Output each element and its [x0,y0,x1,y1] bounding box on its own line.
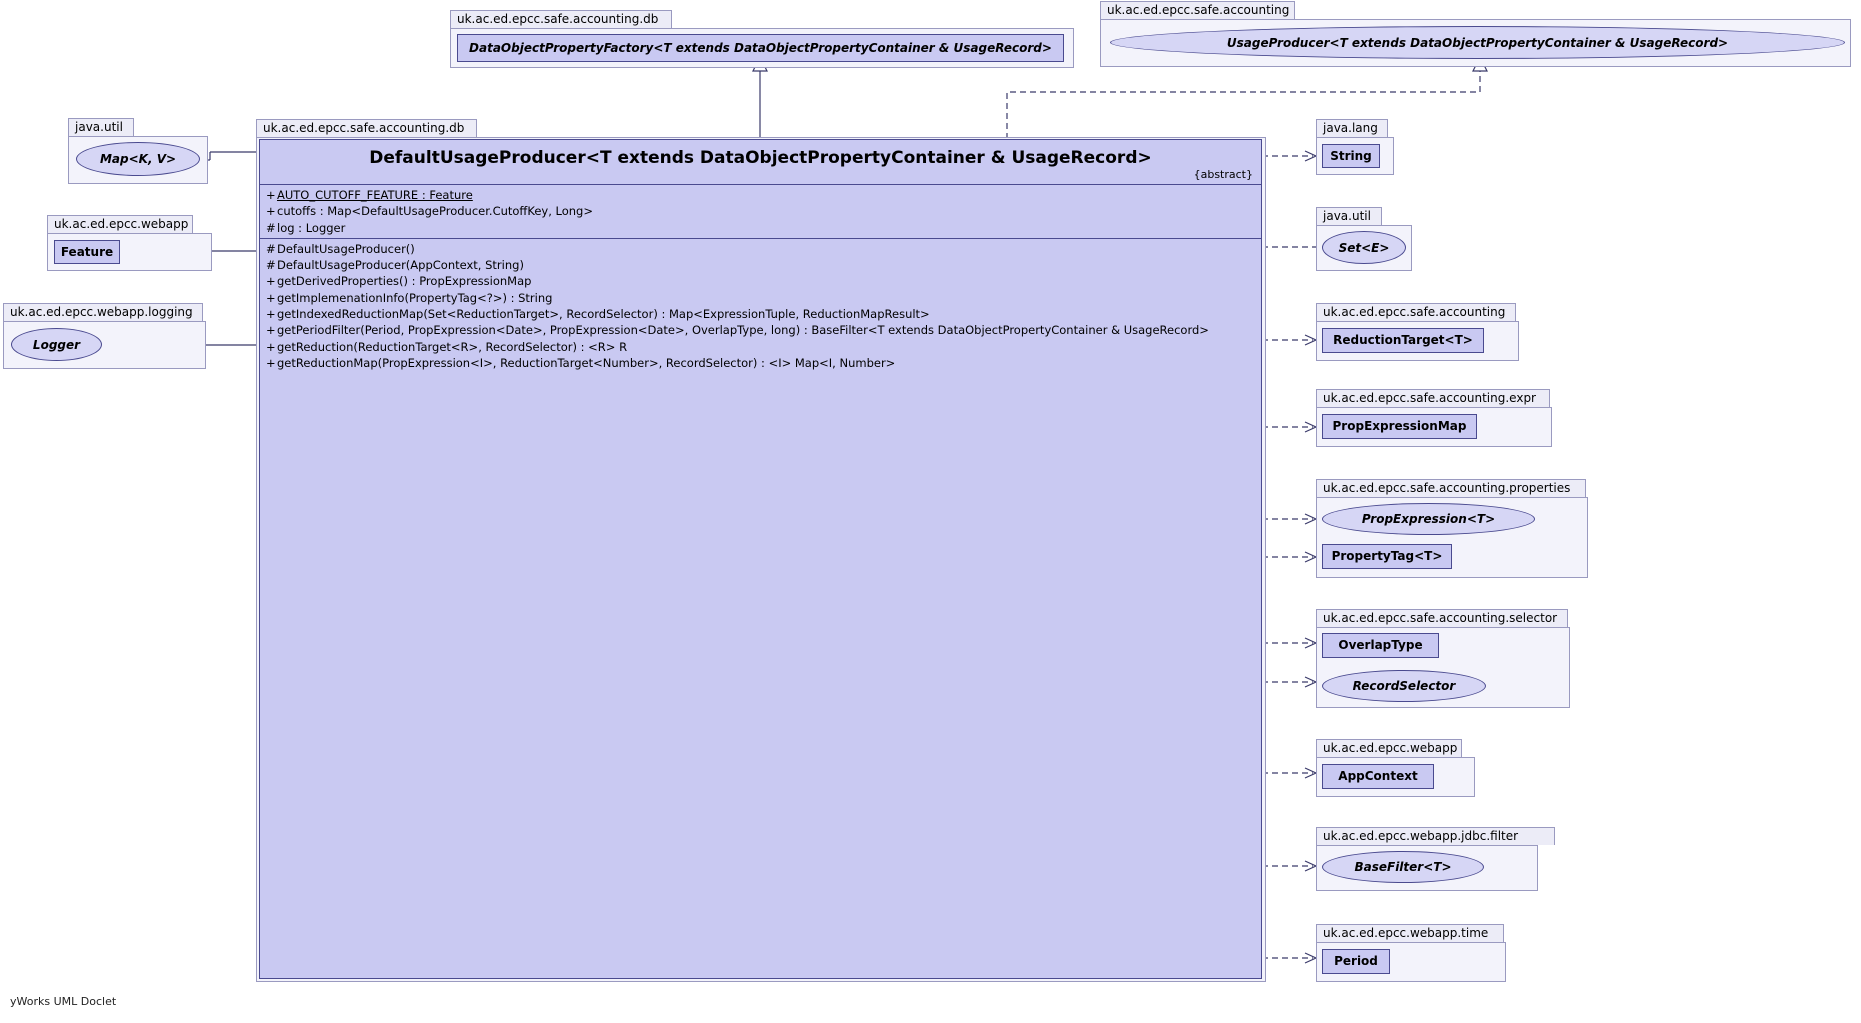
class-label-property-tag: PropertyTag<T> [1331,549,1443,563]
class-prop-expression-map[interactable] [1322,414,1477,439]
operation-row [266,339,1261,355]
operation-text: getDerivedProperties() : PropExpressionMap [277,274,532,289]
package-tab-top-accounting: uk.ac.ed.epcc.safe.accounting [1100,1,1295,19]
attribute-text: AUTO_CUTOFF_FEATURE : Feature [277,188,473,202]
class-label-data-object-property-factory: DataObjectPropertyFactory<T extends DataObjectPropertyContainer & UsageRecord> [469,41,1052,55]
attribute-row [266,203,1261,219]
class-feature[interactable] [54,240,120,264]
interface-usage-producer[interactable] [1110,26,1845,59]
class-set[interactable] [1322,231,1406,264]
package-tab-main: uk.ac.ed.epcc.safe.accounting.db [256,119,477,137]
package-tab-webapp-logging: uk.ac.ed.epcc.webapp.logging [3,303,203,321]
operation-list [260,239,1261,373]
class-logger[interactable] [11,328,102,361]
operation-row [266,306,1261,322]
visibility-marker: # [266,220,276,235]
visibility-marker: + [266,307,276,322]
visibility-marker: + [266,274,276,289]
package-tab-accounting-reduction: uk.ac.ed.epcc.safe.accounting [1316,303,1516,321]
operation-row [266,355,1261,371]
class-base-filter[interactable] [1322,851,1484,883]
class-period[interactable] [1322,949,1390,974]
operation-row [266,273,1261,289]
class-box-data-object-property-factory[interactable] [457,34,1064,62]
package-tab-webapp-appcontext: uk.ac.ed.epcc.webapp [1316,739,1462,757]
class-label-base-filter: BaseFilter<T> [1354,860,1452,874]
operation-text: getPeriodFilter(Period, PropExpression<Date>, PropExpression<Date>, OverlapType, long) : BaseFilter<T extends DataObjectPropertyContainer & UsageRecord> [277,323,1209,338]
visibility-marker: + [266,290,276,305]
class-string[interactable] [1322,144,1380,168]
class-label-reduction-target: ReductionTarget<T> [1333,333,1473,347]
visibility-marker: + [266,323,276,338]
visibility-marker: + [266,204,276,219]
class-box-default-usage-producer[interactable] [259,139,1262,979]
class-header [260,140,1261,184]
package-tab-accounting-expr: uk.ac.ed.epcc.safe.accounting.expr [1316,389,1550,407]
package-tab-java-lang: java.lang [1316,119,1388,137]
operation-row [266,241,1261,257]
attribute-text: log : Logger [277,220,346,235]
operation-text: DefaultUsageProducer(AppContext, String) [277,258,524,273]
package-tab-webapp-feature: uk.ac.ed.epcc.webapp [47,215,193,233]
visibility-marker: # [266,258,276,273]
class-label-prop-expression: PropExpression<T> [1361,512,1496,526]
operation-row [266,257,1261,273]
operation-text: getIndexedReductionMap(Set<ReductionTarget>, RecordSelector) : Map<ExpressionTuple, ReductionMapResult> [277,307,930,322]
class-label-logger: Logger [32,337,81,352]
visibility-marker: + [266,339,276,354]
package-tab-accounting-selector: uk.ac.ed.epcc.safe.accounting.selector [1316,609,1568,627]
package-tab-java-util-set: java.util [1316,207,1382,225]
operation-text: getReduction(ReductionTarget<R>, RecordSelector) : <R> R [277,339,628,354]
visibility-marker: # [266,241,276,256]
class-property-tag[interactable] [1322,544,1452,569]
operation-row [266,290,1261,306]
operation-text: getReductionMap(PropExpression<I>, ReductionTarget<Number>, RecordSelector) : <I> Map<I, Number> [277,355,896,370]
interface-label-usage-producer: UsageProducer<T extends DataObjectPropertyContainer & UsageRecord> [1226,35,1729,50]
package-tab-java-util-map: java.util [68,118,134,136]
package-tab-accounting-properties: uk.ac.ed.epcc.safe.accounting.properties [1316,479,1586,497]
operation-text: getImplemenationInfo(PropertyTag<?>) : String [277,290,553,305]
attribute-list [260,185,1261,238]
class-prop-expression[interactable] [1322,503,1535,535]
class-record-selector[interactable] [1322,670,1486,702]
class-label-overlap-type: OverlapType [1338,638,1423,652]
visibility-marker: + [266,188,276,202]
footer-credit: yWorks UML Doclet [10,995,117,1008]
class-title-default-usage-producer: DefaultUsageProducer<T extends DataObjectPropertyContainer & UsageRecord> [369,148,1152,168]
operation-text: DefaultUsageProducer() [277,241,415,256]
attribute-row [266,220,1261,236]
class-label-prop-expression-map: PropExpressionMap [1332,419,1467,433]
attribute-row [266,187,1261,203]
package-tab-webapp-time: uk.ac.ed.epcc.webapp.time [1316,924,1504,942]
package-tab-top-db: uk.ac.ed.epcc.safe.accounting.db [450,10,672,28]
class-map[interactable] [76,142,200,176]
class-label-set: Set<E> [1338,240,1390,255]
class-label-record-selector: RecordSelector [1352,679,1456,693]
class-label-map: Map<K, V> [99,152,177,166]
package-tab-webapp-jdbc-filter: uk.ac.ed.epcc.webapp.jdbc.filter [1316,827,1555,845]
class-app-context[interactable] [1322,764,1434,789]
visibility-marker: + [266,355,276,370]
operation-row [266,322,1261,338]
attribute-text: cutoffs : Map<DefaultUsageProducer.CutoffKey, Long> [277,204,593,219]
class-abstract-marker: {abstract} [1193,168,1253,181]
class-label-feature: Feature [60,245,114,259]
class-overlap-type[interactable] [1322,633,1439,658]
class-label-app-context: AppContext [1338,769,1418,783]
class-reduction-target[interactable] [1322,328,1484,353]
class-label-period: Period [1334,954,1378,968]
class-label-string: String [1330,149,1372,163]
